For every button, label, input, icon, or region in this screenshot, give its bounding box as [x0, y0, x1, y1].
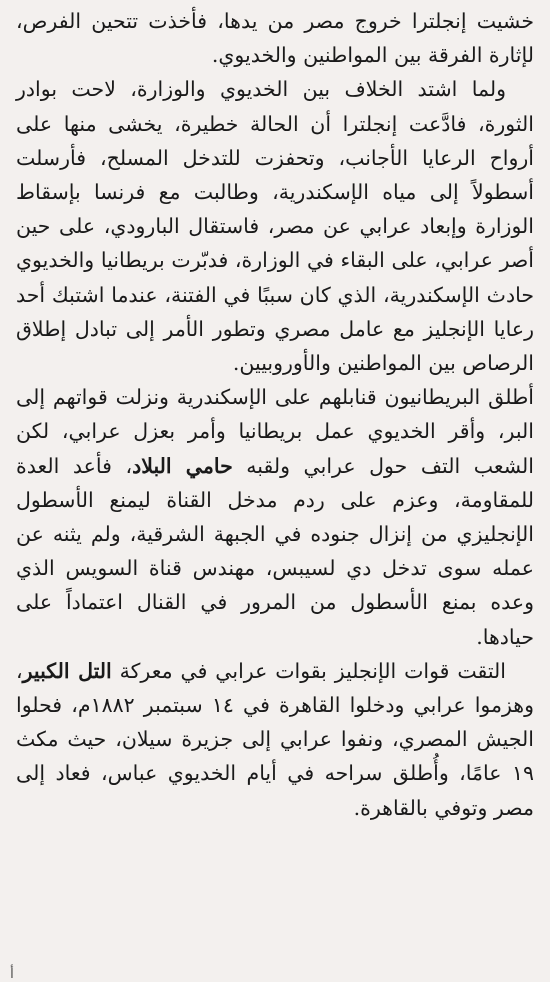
page-corner-mark: أ: [10, 966, 14, 982]
article-body: [16, 4, 534, 825]
paragraph-text: ، فأعد العدة للمقاومة، وعزم على ردم مدخل القناة ليمنع الأسطول الإنجليزي من إنزال جنوده في الجبهة الشرقية، ولم يثنه عن عمله سوى تدخل دي لسيبس، مهندس قناة السويس الذي وعده بمنع الأسطول من المرور في القنال اعتماداً على حيادها.: [16, 453, 534, 649]
paragraph-text: أطلق البريطانيون قنابلهم على الإسكندرية ونزلت قواتهم إلى البر، وأقر الخديوي عمل بريطانيا وأمر بعزل عرابي، لكن الشعب التف حول عرابي ولقبه: [16, 385, 534, 478]
paragraph-p3: [16, 380, 534, 654]
paragraph-text: ولما اشتد الخلاف بين الخديوي والوزارة، لاحت بوادر الثورة، فادَّعت إنجلترا أن الحالة خطيرة، يخشى منها على أرواح الرعايا الأجانب، وتحفزت للتدخل المسلح، فأرسلت أسطولاً إلى مياه الإسكندرية، وطالبت مع فرنسا بإسقاط الوزارة وإبعاد عرابي عن مصر، فاستقال البارودي، على حين أصر عرابي، على البقاء في الوزارة، فدبّرت بريطانيا والخديوي حادث الإسكندرية، الذي كان سببًا في الفتنة، عندما اشتبك أحد رعايا الإنجليز مع عامل مصري وتطور الأمر إلى تبادل إطلاق الرصاص بين المواطنين والأوروبيين.: [16, 77, 534, 376]
paragraph-p4: [16, 654, 534, 825]
bold-term: التل الكبير: [22, 658, 112, 683]
paragraph-text: خشيت إنجلترا خروج مصر من يدها، فأخذت تتحين الفرص، لإثارة الفرقة بين المواطنين والخديوي.: [16, 9, 534, 68]
paragraph-p2: [16, 72, 534, 380]
paragraph-text: التقت قوات الإنجليز بقوات عرابي في معركة: [111, 658, 506, 683]
bold-term: حامي البلاد: [132, 453, 233, 478]
paragraph-p1: [16, 4, 534, 72]
paragraph-text: ، وهزموا عرابي ودخلوا القاهرة في ١٤ سبتمبر ١٨٨٢م، فحلوا الجيش المصري، ونفوا عرابي إلى جزيرة سيلان، حيث مكث ١٩ عامًا، وأُطلق سراحه في أيام الخديوي عباس، فعاد إلى مصر وتوفي بالقاهرة.: [16, 658, 535, 820]
